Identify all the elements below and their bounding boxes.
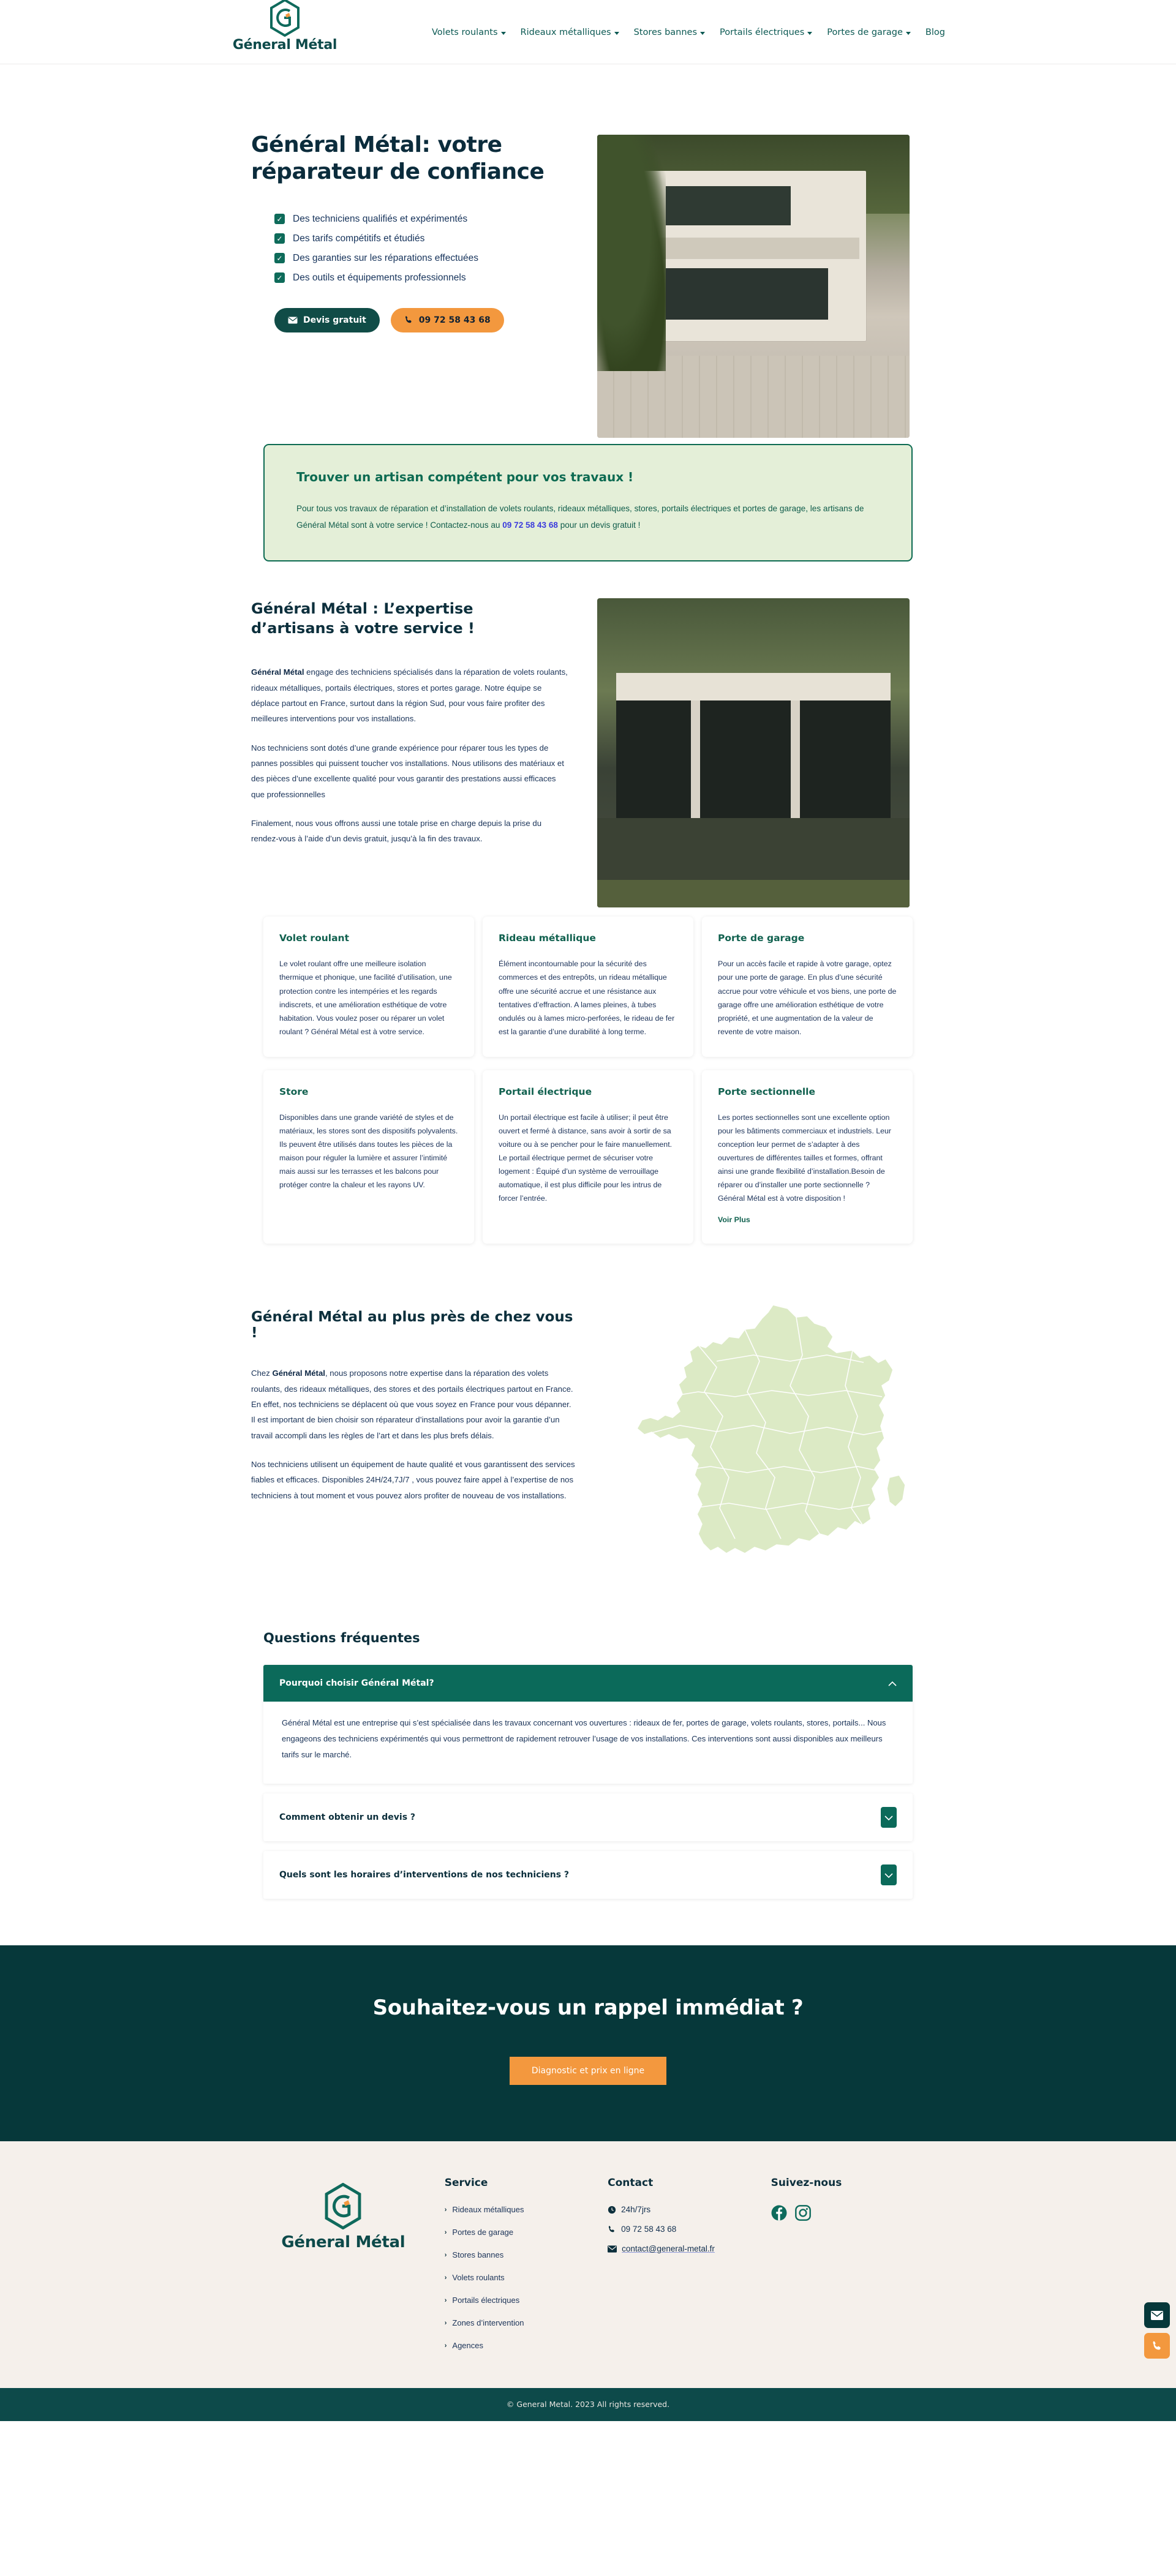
nav-label: Portes de garage <box>827 27 903 37</box>
nav-item-portails-electriques[interactable] <box>720 28 812 37</box>
floating-phone-button[interactable] <box>1144 2333 1170 2359</box>
footer-email-text: contact@general-metal.fr <box>622 2244 715 2254</box>
hexagon-g-logo-icon <box>323 2183 363 2229</box>
chevron-down-icon <box>906 32 911 35</box>
nav-item-rideaux-metalliques[interactable] <box>521 28 619 37</box>
coverage-section <box>0 1282 1176 1612</box>
nav-label: Stores bannes <box>633 27 698 37</box>
expertise-section <box>0 561 1176 886</box>
faq-question-3: Quels sont les horaires d’interventions de nos techniciens ? <box>279 1870 570 1880</box>
footer-link-label: Rideaux métalliques <box>452 2205 524 2215</box>
hero-section <box>0 64 1176 426</box>
service-card-title: Portail électrique <box>499 1086 592 1097</box>
hero-benefits-list <box>251 214 594 284</box>
service-card-portail-electrique[interactable] <box>483 1070 693 1244</box>
phone-icon <box>1152 2340 1163 2352</box>
highlight-banner <box>263 444 913 561</box>
service-card-title: Volet roulant <box>279 933 349 944</box>
site-footer <box>0 2141 1176 2388</box>
diagnostic-button[interactable]: Diagnostic et prix en ligne <box>510 2057 666 2085</box>
site-logo[interactable] <box>227 0 343 53</box>
chevron-up-icon[interactable] <box>888 1681 897 1686</box>
banner-phone-link[interactable]: 09 72 58 43 68 <box>502 520 558 530</box>
faq-item-1 <box>263 1665 913 1784</box>
nav-label: Rideaux métalliques <box>520 27 611 37</box>
nav-label: Blog <box>925 27 945 37</box>
facebook-icon[interactable] <box>771 2205 787 2221</box>
service-card-rideau-metallique[interactable] <box>483 917 693 1056</box>
nav-label: Volets roulants <box>432 27 498 37</box>
envelope-icon <box>1151 2311 1163 2320</box>
hero-bullet-text: Des garanties sur les réparations effectuées <box>293 252 478 263</box>
footer-link-agences[interactable] <box>445 2341 608 2350</box>
check-icon: ✓ <box>274 233 285 244</box>
hero-bullet-text: Des techniciens qualifiés et expérimentés <box>293 213 468 224</box>
faq-section <box>263 1612 913 1945</box>
phone-icon <box>404 315 413 325</box>
footer-email[interactable] <box>608 2244 771 2253</box>
nav-item-volets-roulants[interactable] <box>432 28 506 37</box>
expertise-p1-rest: engage des techniciens spécialisés dans la réparation de volets roulants, rideaux métalliques, portails électriques, stores et portes garage. Notre équipe se déplace partout en France, surtout dans la région Sud, pour vous faire profiter des meilleures interventions pour vos installations. <box>251 667 568 724</box>
devis-gratuit-button[interactable] <box>274 308 380 332</box>
floating-actions <box>1144 2302 1170 2359</box>
coverage-title: Général Métal au plus près de chez vous ! <box>251 1309 573 1342</box>
expertise-title: Général Métal : L’expertise d’artisans à votre service ! <box>251 600 475 637</box>
faq-question-header-3[interactable] <box>263 1851 913 1899</box>
coverage-paragraph-2: Nos techniciens utilisent un équipement de haute qualité et vous garantissent des services fiables et efficaces. Disponibles 24H/24,7J/7 , vous pouvez faire appel à l’expertise de nos techniciens à tout moment et vous pouvez alors profiter de nouveau de vos installations. <box>251 1460 575 1500</box>
service-card-porte-sectionnelle[interactable] <box>702 1070 913 1244</box>
services-section <box>0 886 1176 1282</box>
expertise-paragraph-1 <box>251 664 570 726</box>
chevron-down-icon <box>501 32 506 35</box>
footer-link-label: Zones d’intervention <box>452 2318 524 2328</box>
instagram-icon[interactable] <box>795 2205 811 2221</box>
chevron-right-icon: › <box>444 2274 447 2281</box>
faq-item-3 <box>263 1851 913 1899</box>
service-card-text: Le volet roulant offre une meilleure isolation thermique et phonique, une facilité d’utilisation, une protection contre les intempéries et les regards indiscrets, et une amélioration esthétique de votre habitation. Vous voulez poser ou réparer un volet roulant ? Général Métal est à votre service. <box>279 959 452 1036</box>
floating-mail-button[interactable] <box>1144 2302 1170 2328</box>
service-card-text: Les portes sectionnelles sont une excellente option pour les bâtiments commerciaux et industriels. Leur conception leur permet de s’adapter à des ouvertures de différentes tailles et formes, offrant ainsi une grande flexibilité d’installation.Besoin de réparer ou d’installer une porte sectionnelle ? Général Métal est à votre disposition ! <box>718 1113 892 1203</box>
phone-cta-label: 09 72 58 43 68 <box>418 315 491 325</box>
expertise-paragraph-2: Nos techniciens sont dotés d’une grande expérience pour réparer tous les types de pannes possibles qui puissent toucher vos installations. Nous utilisons des matériaux et des pièces d’une excellente qualité pour vous garantir des prestations aussi efficaces que professionnelles <box>251 743 564 799</box>
footer-link-portes-de-garage[interactable] <box>445 2228 608 2237</box>
coverage-content <box>251 1309 576 1588</box>
footer-social-column <box>771 2177 934 2364</box>
coverage-p1-before: Chez <box>251 1369 273 1378</box>
nav-item-blog[interactable] <box>925 28 945 37</box>
footer-link-label: Stores bannes <box>452 2250 504 2260</box>
service-card-text: Disponibles dans une grande variété de styles et de matériaux, les stores sont des dispositifs polyvalents. Ils peuvent être utilisés dans toutes les pièces de la maison pour réguler la lumière et assurer l’intimité mais aussi sur les terrasses et les balcons pour protéger contre la chaleur et les rayons UV. <box>279 1113 458 1190</box>
chevron-down-icon <box>614 32 619 35</box>
chevron-right-icon: › <box>444 2319 447 2327</box>
hero-bullet-text: Des tarifs compétitifs et étudiés <box>293 233 425 244</box>
footer-hours-text: 24h/7jrs <box>621 2205 651 2215</box>
footer-link-label: Agences <box>452 2341 483 2351</box>
hero-title: Général Métal: votre réparateur de confiance <box>251 132 545 184</box>
footer-logo[interactable] <box>242 2177 445 2364</box>
hexagon-g-logo-icon <box>269 0 301 37</box>
footer-link-label: Portes de garage <box>452 2228 514 2237</box>
chevron-down-icon <box>807 32 812 35</box>
expertise-brand-bold: Général Métal <box>251 667 304 677</box>
copyright-text: © General Metal. 2023 All rights reserved. <box>506 2400 670 2409</box>
coverage-brand-bold: Général Métal <box>272 1369 325 1378</box>
service-card-text: Un portail électrique est facile à utiliser; il peut être ouvert et fermé à distance, sans avoir à sortir de sa voiture ou à se pencher pour le faire manuellement. Le portail électrique permet de sécuriser votre logement : Équipé d’un système de verrouillage automatique, il est plus difficile pour les intrus de forcer l’entrée. <box>499 1113 673 1203</box>
list-item <box>274 272 594 284</box>
footer-brand-name: Géneral Métal <box>281 2233 405 2252</box>
chevron-right-icon: › <box>444 2296 447 2304</box>
footer-phone-text: 09 72 58 43 68 <box>621 2225 677 2234</box>
phone-cta-button[interactable] <box>391 308 504 332</box>
check-icon: ✓ <box>274 214 285 224</box>
services-row-1 <box>263 917 913 1056</box>
faq-answer-1: Général Métal est une entreprise qui s’est spécialisée dans les travaux concernant vos ouvertures : rideaux de fer, portes de garage, volets roulants, stores, portails... Nous engageons des techniciens expérimentés qui vous permettront de rapidement retrouver l’usage de vos installations. Ces interventions sont aussi disponibles aux meilleurs tarifs sur le marché. <box>282 1718 886 1760</box>
callback-cta-section <box>0 1945 1176 2141</box>
copyright-bar <box>0 2388 1176 2421</box>
footer-link-stores-bannes[interactable] <box>445 2250 608 2259</box>
voir-plus-link[interactable]: Voir Plus <box>718 1215 750 1225</box>
footer-contact-title: Contact <box>608 2177 654 2190</box>
nav-label: Portails électriques <box>720 27 805 37</box>
footer-follow-title: Suivez-nous <box>771 2177 842 2190</box>
service-card-title: Store <box>279 1086 309 1097</box>
footer-link-volets-roulants[interactable] <box>445 2273 608 2282</box>
nav-item-portes-de-garage[interactable] <box>827 28 911 37</box>
footer-contact-column <box>608 2177 771 2364</box>
faq-question-header-2[interactable] <box>263 1793 913 1841</box>
banner-text-before: Pour tous vos travaux de réparation et d’installation de volets roulants, rideaux métalliques, stores, portails électriques et portes de garage, les artisans de Général Métal sont à votre service ! Contactez-nous au <box>296 504 864 530</box>
banner-text <box>296 500 880 533</box>
service-card-store[interactable] <box>263 1070 474 1244</box>
banner-text-after: pour un devis gratuit ! <box>557 520 641 530</box>
chevron-right-icon: › <box>444 2206 447 2214</box>
devis-gratuit-label: Devis gratuit <box>303 315 366 325</box>
chevron-down-icon[interactable] <box>881 1864 897 1885</box>
services-row-2 <box>263 1070 913 1244</box>
site-header <box>0 0 1176 64</box>
footer-columns <box>242 2177 934 2364</box>
envelope-icon <box>288 317 298 324</box>
service-card-title: Porte de garage <box>718 933 805 944</box>
service-card-title: Rideau métallique <box>499 933 596 944</box>
footer-link-zones-intervention[interactable] <box>445 2318 608 2327</box>
service-card-text: Élément incontournable pour la sécurité des commerces et des entrepôts, un rideau métallique offre une sécurité accrue et une résistance aux tentatives d’effraction. A lames pleines, à tubes ondulés ou à lames micro-perforées, le rideau de fer est la garantie d’une durabilité à long terme. <box>499 959 675 1036</box>
check-icon: ✓ <box>274 253 285 263</box>
footer-hours <box>608 2205 771 2214</box>
social-links <box>771 2205 934 2221</box>
faq-question-header-1[interactable] <box>263 1665 913 1702</box>
service-card-porte-de-garage[interactable] <box>702 917 913 1056</box>
chevron-right-icon: › <box>444 2251 447 2259</box>
footer-link-portails-electriques[interactable] <box>445 2296 608 2305</box>
footer-link-label: Volets roulants <box>452 2273 505 2283</box>
expertise-paragraph-3: Finalement, nous vous offrons aussi une totale prise en charge depuis la prise du rendez-vous à l’aide d’un devis gratuit, jusqu’à la fin des travaux. <box>251 818 542 844</box>
footer-phone[interactable] <box>608 2225 771 2234</box>
service-card-volet-roulant[interactable] <box>263 917 474 1056</box>
hero-actions <box>251 308 594 332</box>
nav-item-stores-bannes[interactable] <box>634 28 705 37</box>
hero-building-image <box>597 135 910 438</box>
envelope-icon <box>608 2245 617 2253</box>
phone-icon <box>608 2225 616 2234</box>
highlight-banner-section <box>0 426 1176 561</box>
main-nav <box>432 0 945 64</box>
banner-title: Trouver un artisan compétent pour vos travaux ! <box>296 470 634 484</box>
faq-title: Questions fréquentes <box>263 1631 420 1646</box>
clock-icon <box>608 2206 616 2214</box>
france-map-icon <box>612 1294 919 1600</box>
footer-link-label: Portails électriques <box>452 2296 520 2305</box>
list-item <box>274 253 594 264</box>
service-card-title: Porte sectionnelle <box>718 1086 815 1097</box>
footer-service-column <box>445 2177 608 2364</box>
chevron-down-icon[interactable] <box>881 1807 897 1828</box>
faq-item-2 <box>263 1793 913 1841</box>
list-item <box>274 233 594 244</box>
expertise-building-image <box>597 598 910 907</box>
check-icon: ✓ <box>274 272 285 283</box>
coverage-p1-after: , nous proposons notre expertise dans la réparation des volets roulants, des rideaux métalliques, des stores et des portails électriques partout en France. En effet, nos techniciens se déplacent où que vous soyez en France pour vous dépanner. Il est important de bien choisir son réparateur d’installations pour avoir la garantie d’un travail accompli dans les règles de l’art et dans les plus brefs délais. <box>251 1369 573 1440</box>
service-card-text: Pour un accès facile et rapide à votre garage, optez pour une porte de garage. En plus d’une sécurité accrue pour votre véhicule et vos biens, une porte de garage offre une amélioration esthétique de votre propriété, et une augmentation de la valeur de revente de votre maison. <box>718 959 897 1036</box>
faq-question-2: Comment obtenir un devis ? <box>279 1812 416 1823</box>
chevron-right-icon: › <box>444 2341 447 2349</box>
chevron-right-icon: › <box>444 2228 447 2236</box>
coverage-paragraph-1 <box>251 1365 576 1443</box>
cta-title: Souhaitez-vous un rappel immédiat ? <box>372 1996 804 2021</box>
brand-name: Géneral Métal <box>232 37 337 53</box>
footer-link-rideaux-metalliques[interactable] <box>445 2205 608 2214</box>
expertise-content <box>251 599 570 886</box>
hero-content <box>251 86 594 426</box>
footer-service-title: Service <box>444 2177 488 2190</box>
list-item <box>274 214 594 225</box>
chevron-down-icon <box>700 32 705 35</box>
faq-question-1: Pourquoi choisir Général Métal? <box>279 1678 434 1689</box>
hero-bullet-text: Des outils et équipements professionnels <box>293 272 466 283</box>
